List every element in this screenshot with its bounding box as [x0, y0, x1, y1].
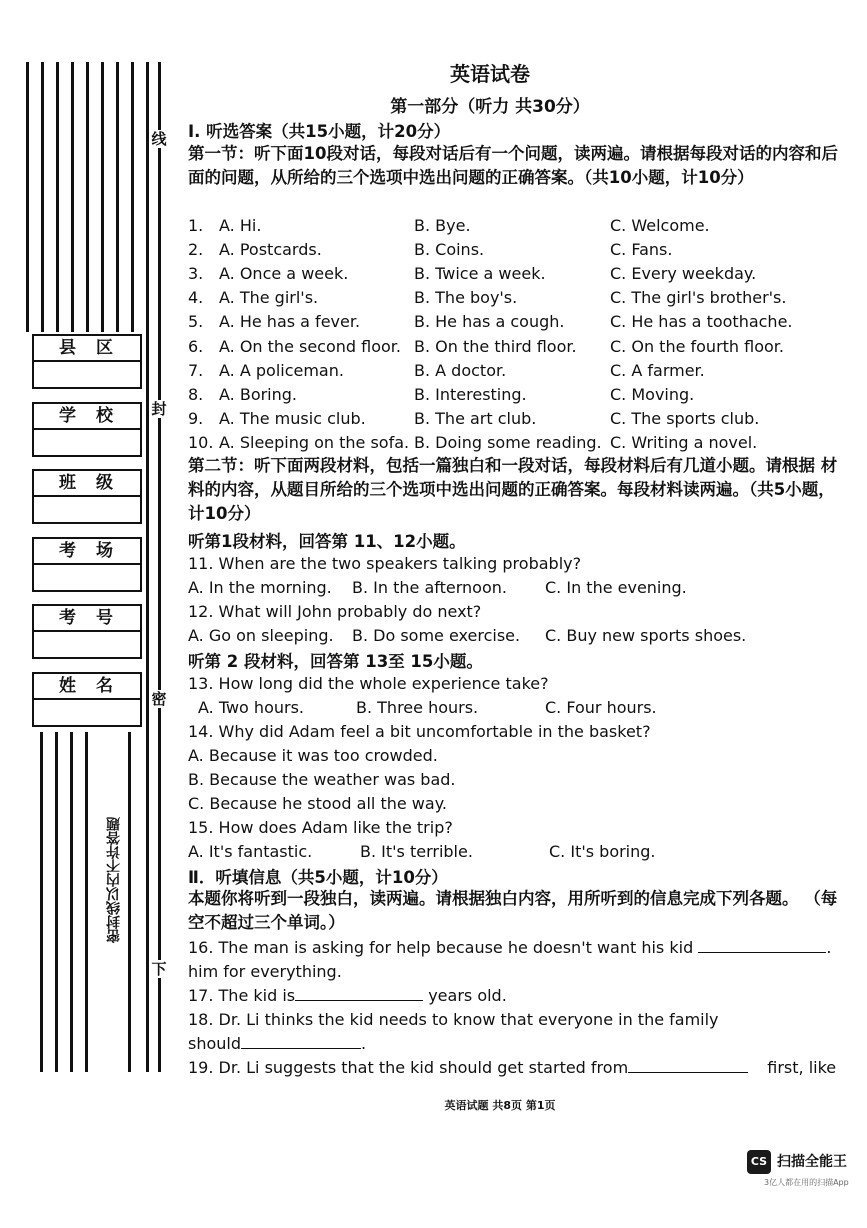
- mc-question-row: [188, 335, 848, 359]
- question-number: 5.: [188, 312, 204, 332]
- question-18-period: .: [361, 1034, 367, 1053]
- question-number: 9.: [188, 408, 204, 428]
- option-c[interactable]: C. Writing a novel.: [610, 432, 758, 452]
- binding-mark-line: 线: [151, 130, 167, 148]
- page-title: 英语试卷: [450, 62, 530, 86]
- option-c[interactable]: C. He has a toothache.: [610, 312, 793, 332]
- field-label: 县区: [34, 336, 140, 362]
- question-19: [188, 1056, 836, 1080]
- section-1-heading: I. 听选答案（共15小题，计20分）: [188, 122, 451, 141]
- camscanner-name: 扫描全能王: [777, 1154, 847, 1170]
- option-c[interactable]: C. Every weekday.: [610, 264, 757, 284]
- question-number: 6.: [188, 336, 204, 356]
- field-label: 班级: [34, 471, 140, 497]
- option-b[interactable]: B. Three hours.: [356, 698, 479, 717]
- question-12-options: [188, 624, 848, 648]
- mc-question-row: [188, 359, 848, 383]
- option-a[interactable]: A. Boring.: [219, 384, 298, 404]
- mc-question-row: [188, 214, 848, 238]
- option-b[interactable]: B. Doing some reading.: [414, 432, 602, 452]
- option-b[interactable]: B. He has a cough.: [414, 312, 565, 332]
- mc-question-row: [188, 262, 848, 286]
- question-18: 18. Dr. Li thinks the kid needs to know that everyone in the family: [188, 1010, 719, 1029]
- mc-question-row: [188, 407, 848, 431]
- section-2-instructions: 本题你将听到一段独白，读两遍。请根据独白内容，用所听到的信息完成下列各题。 （每空不超过三个单词。）: [188, 889, 838, 932]
- option-a[interactable]: A. Postcards.: [219, 240, 322, 260]
- question-17-text: 17. The kid is: [188, 986, 296, 1005]
- field-label: 考场: [34, 539, 140, 565]
- field-input-area[interactable]: [34, 632, 140, 657]
- question-15-options: [188, 840, 848, 864]
- field-label: 学校: [34, 404, 140, 430]
- question-14-option-b[interactable]: B. Because the weather was bad.: [188, 770, 456, 789]
- seal-warning: [101, 790, 127, 970]
- question-number: 1.: [188, 216, 204, 235]
- option-c[interactable]: C. The sports club.: [610, 408, 760, 428]
- question-16-text: 16. The man is asking for help because he doesn't want his kid: [188, 938, 694, 957]
- part-heading: 第一部分（听力 共30分）: [390, 97, 590, 117]
- answer-blank-17[interactable]: [295, 984, 423, 1001]
- question-number: 8.: [188, 384, 204, 404]
- question-14-option-c[interactable]: C. Because he stood all the way.: [188, 794, 447, 813]
- field-exam-number: [32, 604, 142, 659]
- question-13: 13. How long did the whole experience take?: [188, 674, 549, 693]
- material-1-heading: 听第1段材料，回答第 11、12小题。: [188, 532, 466, 551]
- question-12: 12. What will John probably do next?: [188, 602, 482, 621]
- question-number: 7.: [188, 360, 204, 380]
- option-a[interactable]: A. Go on sleeping.: [188, 626, 334, 645]
- question-13-options: [188, 696, 848, 720]
- option-b[interactable]: B. Do some exercise.: [352, 626, 521, 645]
- question-17: [188, 984, 507, 1008]
- answer-blank-16[interactable]: [698, 936, 826, 953]
- mc-question-row: [188, 383, 848, 407]
- option-b[interactable]: B. Interesting.: [414, 384, 527, 404]
- part-1-instructions: 第一节：听下面10段对话，每段对话后有一个问题，读两遍。请根据每段对话的内容和后面的问题，从所给的三个选项中选出问题的正确答案。（共10小题，计10分）: [188, 144, 838, 187]
- question-number: 2.: [188, 240, 204, 260]
- option-a[interactable]: A. Sleeping on the sofa.: [219, 432, 410, 452]
- field-school: [32, 402, 142, 457]
- answer-blank-19[interactable]: [628, 1056, 748, 1073]
- field-input-area[interactable]: [34, 497, 140, 522]
- option-c[interactable]: C. On the fourth floor.: [610, 336, 784, 356]
- question-11-options: [188, 576, 848, 600]
- option-b[interactable]: B. In the afternoon.: [352, 578, 507, 597]
- mc-question-row: [188, 431, 848, 455]
- field-input-area[interactable]: [34, 700, 140, 725]
- option-c[interactable]: C. In the evening.: [545, 578, 687, 597]
- option-c[interactable]: C. Fans.: [610, 240, 673, 260]
- option-c[interactable]: C. A farmer.: [610, 360, 705, 380]
- option-b[interactable]: B. It's terrible.: [360, 842, 473, 861]
- option-a[interactable]: A. The music club.: [219, 408, 366, 428]
- question-16-continued: him for everything.: [188, 962, 342, 981]
- option-b[interactable]: B. Twice a week.: [414, 264, 546, 284]
- field-input-area[interactable]: [34, 362, 140, 387]
- option-c[interactable]: C. Welcome.: [610, 216, 710, 235]
- field-county: [32, 334, 142, 389]
- seal-warning-text: 密封线以内不许答题: [106, 817, 122, 943]
- question-17-text-end: years old.: [428, 986, 507, 1005]
- question-16-period: .: [826, 938, 832, 957]
- option-a[interactable]: A. Once a week.: [219, 264, 349, 284]
- option-c[interactable]: C. It's boring.: [549, 842, 656, 861]
- field-label: 考号: [34, 606, 140, 632]
- option-c[interactable]: C. Moving.: [610, 384, 695, 404]
- option-a[interactable]: A. It's fantastic.: [188, 842, 313, 861]
- question-number: 3.: [188, 264, 204, 284]
- option-a[interactable]: A. The girl's.: [219, 288, 319, 308]
- option-a[interactable]: A. Hi.: [219, 216, 262, 235]
- binding-mark-secret: 密: [151, 690, 167, 708]
- option-c[interactable]: C. Four hours.: [545, 698, 657, 717]
- question-number: 10.: [188, 432, 214, 452]
- option-b[interactable]: B. The boy's.: [414, 288, 518, 308]
- binding-mark-seal: 封: [151, 400, 167, 418]
- field-class: [32, 469, 142, 524]
- field-input-area[interactable]: [34, 430, 140, 455]
- section-2-heading: Ⅱ．听填信息（共5小题，计10分）: [188, 868, 448, 887]
- mc-question-row: [188, 310, 848, 334]
- camscanner-logo-icon: CS: [747, 1150, 771, 1174]
- option-a[interactable]: A. Two hours.: [198, 698, 304, 717]
- question-18-text: should: [188, 1034, 242, 1053]
- question-16: [188, 936, 831, 960]
- question-number: 4.: [188, 288, 204, 308]
- option-c[interactable]: C. The girl's brother's.: [610, 288, 787, 308]
- question-14: 14. Why did Adam feel a bit uncomfortable in the basket?: [188, 722, 651, 741]
- option-b[interactable]: B. Bye.: [414, 216, 471, 235]
- option-a[interactable]: A. A policeman.: [219, 360, 344, 380]
- option-a[interactable]: A. In the morning.: [188, 578, 332, 597]
- option-a[interactable]: A. He has a fever.: [219, 312, 361, 332]
- option-b[interactable]: B. The art club.: [414, 408, 537, 428]
- camscanner-tagline: 3亿人都在用的扫描App: [764, 1178, 849, 1187]
- mc-question-row: [188, 238, 848, 262]
- option-a[interactable]: A. On the second floor.: [219, 336, 401, 356]
- field-label: 姓名: [34, 674, 140, 700]
- question-11: 11. When are the two speakers talking probably?: [188, 554, 582, 573]
- page-footer: 英语试题 共8页 第1页: [444, 1099, 556, 1112]
- option-b[interactable]: B. A doctor.: [414, 360, 507, 380]
- field-exam-room: [32, 537, 142, 592]
- binding-mark-below: 下: [151, 960, 167, 978]
- part-2-instructions: 第二节：听下面两段材料，包括一篇独白和一段对话，每段材料后有几道小题。请根据 材料的内容，从题目所给的三个选项中选出问题的正确答案。每段材料读两遍。（共5小题， 计10分）: [188, 456, 838, 523]
- option-c[interactable]: C. Buy new sports shoes.: [545, 626, 747, 645]
- material-2-heading: 听第 2 段材料，回答第 13至 15小题。: [188, 652, 483, 671]
- question-15: 15. How does Adam like the trip?: [188, 818, 453, 837]
- question-19-text-end: first, like: [767, 1058, 837, 1077]
- field-input-area[interactable]: [34, 565, 140, 590]
- question-18-continued: [188, 1032, 366, 1056]
- question-14-option-a[interactable]: A. Because it was too crowded.: [188, 746, 438, 765]
- field-name: [32, 672, 142, 727]
- mc-question-row: [188, 286, 848, 310]
- option-b[interactable]: B. On the third floor.: [414, 336, 577, 356]
- answer-blank-18[interactable]: [241, 1032, 361, 1049]
- option-b[interactable]: B. Coins.: [414, 240, 485, 260]
- question-19-text: 19. Dr. Li suggests that the kid should get started from: [188, 1058, 629, 1077]
